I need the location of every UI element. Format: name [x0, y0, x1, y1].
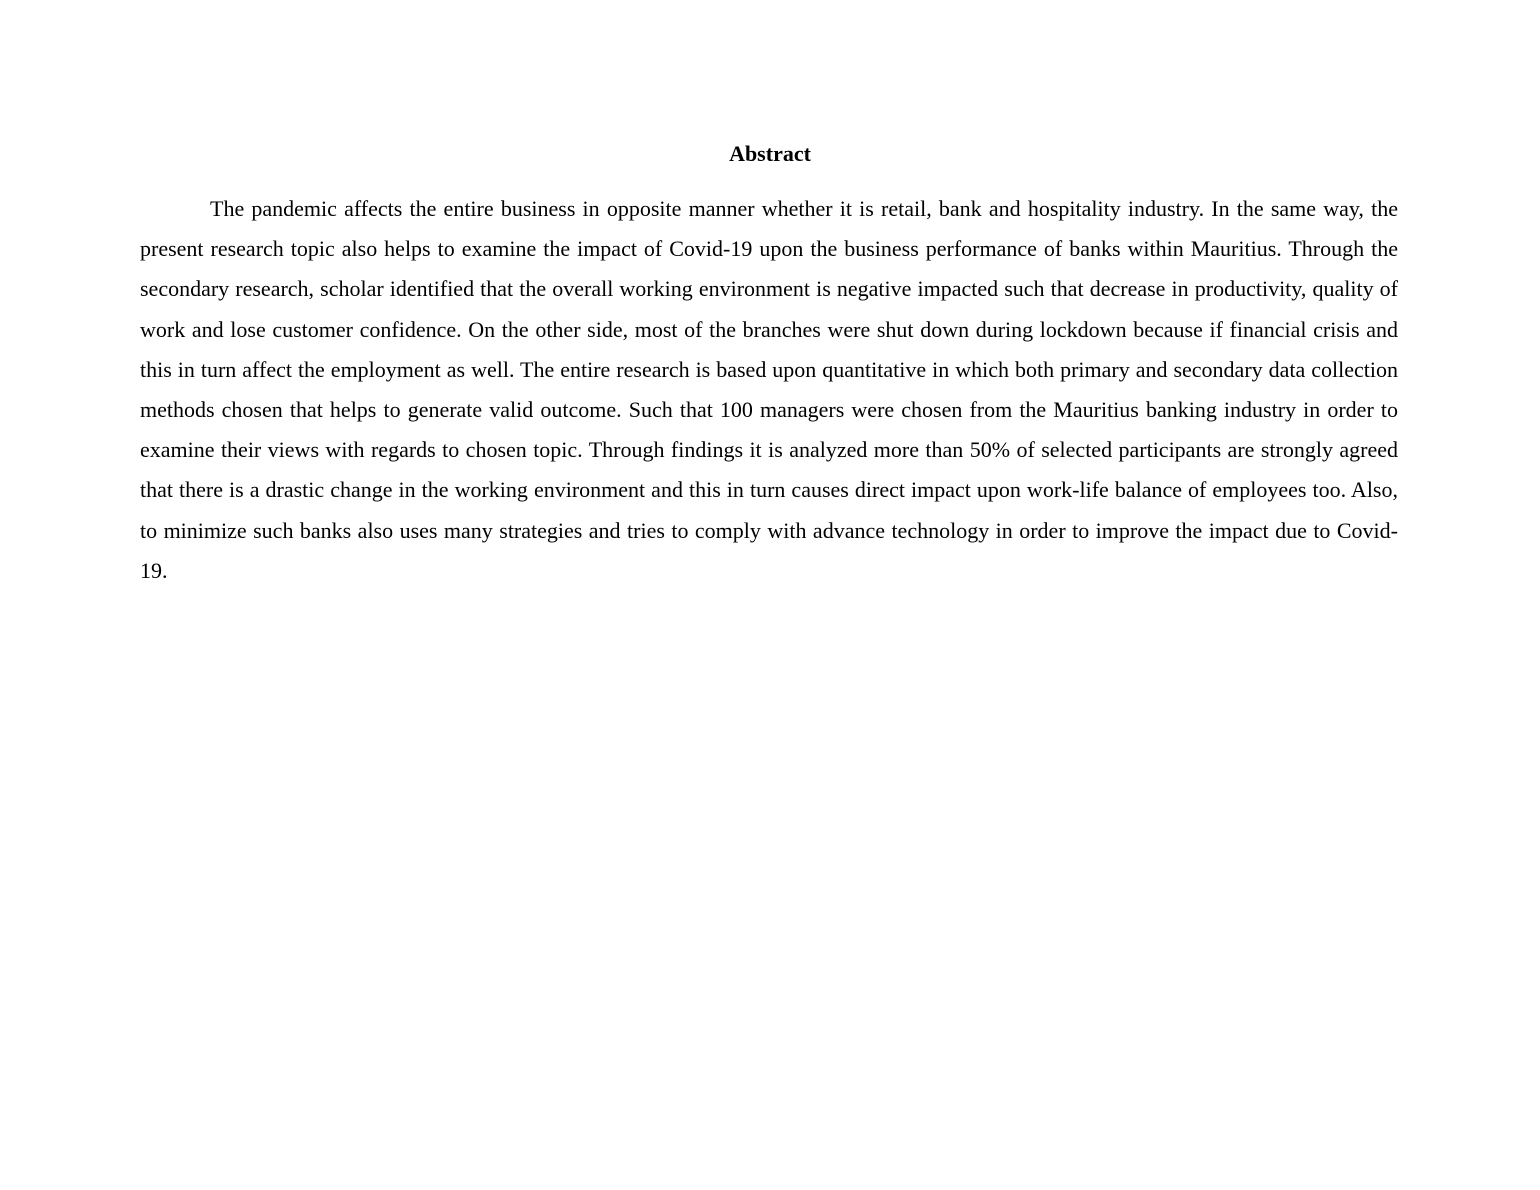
abstract-paragraph: The pandemic affects the entire business in opposite manner whether it is retail, bank and hospitality industry. In the same way, the present research topic also helps to examine the impact of Covid-19 upon the business performance of banks within Mauritius. Through the secondary research, scholar identified that the overall working environment is negative impacted such that decrease in productivity, quality of work and lose customer confidence. On the other side, most of the branches were shut down during lockdown because if financial crisis and this in turn affect the employment as well. The entire research is based upon quantitative in which both primary and secondary data collection methods chosen that helps to generate valid outcome. Such that 100 managers were chosen from the Mauritius banking industry in order to examine their views with regards to chosen topic. Through findings it is analyzed more than 50% of selected participants are strongly agreed that there is a drastic change in the working environment and this in turn causes direct impact upon work-life balance of employees too. Also, to minimize such banks also uses many strategies and tries to comply with advance technology in order to improve the impact due to Covid-19. [140, 196, 1398, 583]
abstract-heading: Abstract [729, 141, 811, 166]
